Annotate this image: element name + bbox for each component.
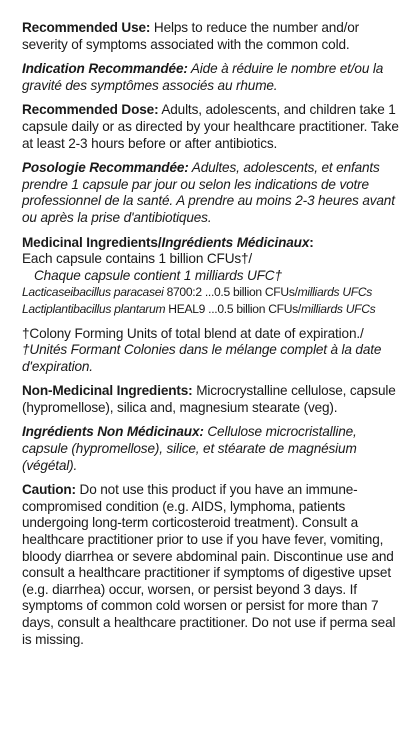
recommended-use-section [22, 20, 402, 53]
non-medicinaux-section [22, 424, 402, 474]
caution-text: Do not use this product if you have an immune-compromised condition (e.g. AIDS, lymphoma, patients undergoing long-term corticosteroid treatment). Consult a healthcare practitioner prior to use if you have fever, vomiting, bloody diarrhea or severe abdominal pain. Discontinue use and consult a healthcare practitioner if symptoms of digestive upset (e.g. diarrhea) occur, worsen, or persist beyond 3 days. If symptoms of common cold worsen or persist for more than 7 days, consult a healthcare practitioner. Do not use if perma seal is missing. [22, 482, 396, 647]
recommended-dose-section [22, 102, 402, 152]
non-medicinaux-heading: Ingrédients Non Médicinaux: [22, 424, 204, 440]
non-medicinal-section [22, 383, 402, 416]
non-medicinal-heading: Non-Medicinal Ingredients: [22, 383, 193, 399]
chaque-capsule-text: Chaque capsule contient 1 milliards UFC† [34, 267, 282, 283]
ingredient-line: Lactiplantibacillus plantarum HEAL9 ...0.5 billion CFUs/milliards UFCs [22, 301, 376, 316]
medicinal-ingredients-section [22, 235, 402, 318]
cfu-footnote [22, 326, 402, 376]
posologie-section [22, 160, 402, 226]
recommended-use-text: Helps to reduce the number and/or severity of symptoms associated with the common cold. [22, 20, 360, 52]
non-medicinal-text: Microcrystalline cellulose, capsule (hypromellose), silica and, magnesium stearate (veg). [22, 383, 396, 415]
posologie-text: Adultes, adolescents, et enfants prendre 1 capsule par jour ou selon les indications de votre professionnel de la santé. A prendre au moins 2-3 heures avant ou après la prise d'antibiotiques. [22, 160, 395, 225]
posologie-heading: Posologie Recommandée: [22, 160, 189, 176]
cfu-footnote-en: †Colony Forming Units of total blend at date of expiration./ [22, 325, 364, 341]
recommended-dose-text: Adults, adolescents, and children take 1 capsule daily or as directed by your healthcare practitioner. Take at least 2-3 hours before or after antibiotics. [22, 102, 399, 151]
indication-section [22, 61, 402, 94]
medicinal-ingredients-heading: Medicinal Ingredients/Ingrédients Médicinaux: [22, 234, 314, 250]
recommended-use-heading: Recommended Use: [22, 20, 151, 35]
caution-section [22, 482, 402, 648]
caution-heading: Caution: [22, 482, 76, 498]
recommended-dose-heading: Recommended Dose: [22, 102, 159, 118]
ingredient-line: Lacticaseibacillus paracasei 8700:2 ...0.5 billion CFUs/milliards UFCs [22, 285, 373, 300]
indication-heading: Indication Recommandée: [22, 61, 188, 77]
non-medicinaux-text: Cellulose microcristalline, capsule (hypromellose), silice, et stéarate de magnésium (végétal). [22, 424, 357, 473]
indication-text: Aide à réduire le nombre et/ou la gravité des symptômes associés au rhume. [22, 61, 384, 93]
cfu-footnote-fr: †Unités Formant Colonies dans le mélange complet à la date d'expiration. [22, 342, 382, 374]
each-capsule-text: Each capsule contains 1 billion CFUs†/ [22, 251, 253, 267]
